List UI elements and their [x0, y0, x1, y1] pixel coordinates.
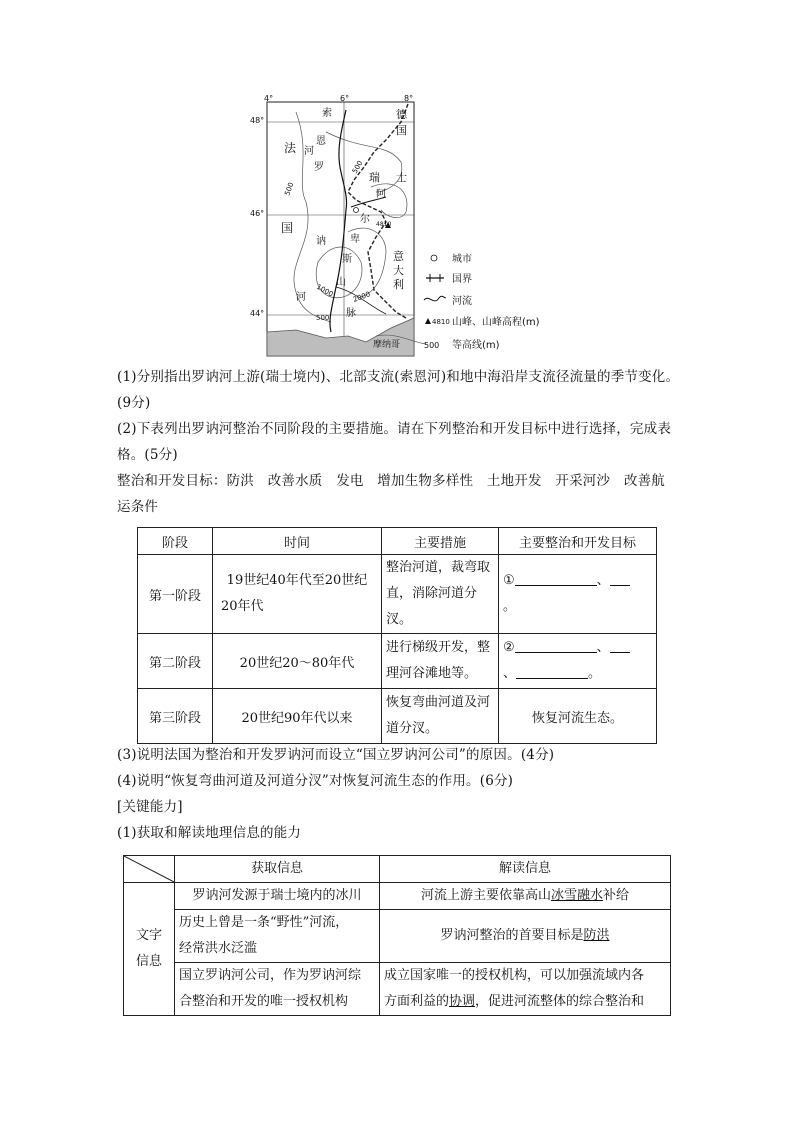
label-guo: 国: [281, 221, 294, 235]
stage-3: 第三阶段: [138, 689, 213, 744]
label-rui: 瑞: [369, 171, 380, 184]
label-shan: 山: [336, 277, 346, 288]
q1-line2: (9分): [117, 395, 151, 411]
measure-2: 进行梯级开发，整 理河谷滩地等。: [382, 634, 499, 689]
measure-3: 恢复弯曲河道及河 道分汊。: [382, 689, 499, 744]
rhone-basin-map: [236, 92, 556, 358]
label-suo: 索: [322, 108, 332, 119]
q1-line1: (1)分别指出罗讷河上游(瑞士境内)、北部支流(索恩河)和地中海沿岸支流径流量的季节变化。: [117, 369, 680, 385]
contour-label-500a: 500: [283, 181, 296, 197]
read-1: 河流上游主要依靠高山冰雪融水补给: [380, 883, 671, 910]
label-a: 阿: [376, 189, 386, 200]
contour-label-1000: 1000: [315, 282, 335, 299]
label-fa: 法: [284, 141, 297, 155]
label-mai: 脉: [346, 308, 356, 319]
info-table: [123, 855, 671, 1016]
legend-peak: 山峰、山峰高程(m): [452, 317, 540, 328]
time-2: 20世纪20～80年代: [213, 634, 382, 689]
measure-1: 整治河道，裁弯取 直，消除河道分汊。: [382, 555, 499, 634]
side-label: 文字 信息: [124, 883, 175, 1016]
city-marker: [354, 208, 359, 213]
label-bei: 卑: [350, 234, 360, 245]
header-stage: 阶段: [138, 528, 213, 555]
get-3: 国立罗讷河公司，作为罗讷河综 合整治和开发的唯一授权机构: [175, 963, 380, 1016]
label-he-south: 河: [296, 292, 306, 303]
stage-2: 第二阶段: [138, 634, 213, 689]
label-en: 恩: [316, 136, 326, 147]
table-row: [124, 883, 671, 910]
goals-line2: 运条件: [117, 499, 159, 515]
header-time: 时间: [213, 528, 382, 555]
goal-2[interactable]: ② 、 、 。: [499, 634, 657, 689]
map-svg: [236, 92, 556, 358]
ability-1: (1)获取和解读地理信息的能力: [117, 825, 302, 841]
contour-label-500c: 500: [316, 314, 330, 322]
label-monaco: 摩纳哥: [373, 340, 401, 350]
lat-48: 48°: [250, 116, 265, 125]
table-header-row: [124, 856, 671, 883]
header-get: 获取信息: [175, 856, 380, 883]
contour-label-2000: 2000: [351, 290, 372, 304]
q3: (3)说明法国为整治和开发罗讷河而设立“国立罗讷河公司”的原因。(4分): [117, 747, 555, 763]
table-row: [124, 963, 671, 1016]
legend-river: 河流: [452, 296, 472, 307]
lon-4: 4°: [264, 94, 274, 103]
question-3-4: [117, 742, 697, 846]
stages-table: [137, 527, 657, 744]
legend-peak-value: 4810: [432, 318, 450, 326]
label-ne: 讷: [316, 236, 326, 247]
legend-contour-value: 500: [424, 341, 440, 350]
label-luo: 罗: [314, 162, 324, 173]
lat-46: 46°: [250, 209, 265, 218]
table-row: [138, 634, 657, 689]
label-de: 德: [396, 108, 407, 121]
label-er: 尔: [360, 214, 370, 225]
time-3: 20世纪90年代以来: [213, 689, 382, 744]
q2-line2: 格。(5分): [117, 447, 178, 463]
table-row: [138, 689, 657, 744]
lon-6: 6°: [340, 94, 350, 103]
q4: (4)说明“恢复弯曲河道及河道分汊”对恢复河流生态的作用。(6分): [117, 773, 514, 789]
label-si: 斯: [342, 254, 352, 265]
goal-3: 恢复河流生态。: [499, 689, 657, 744]
diagonal-cell: [124, 856, 175, 883]
contour-label-peak: 4810: [376, 221, 392, 228]
contour-label-500b: 500: [350, 159, 365, 175]
q2-line1: (2)下表列出罗讷河整治不同阶段的主要措施。请在下列整治和开发目标中进行选择，完成表: [117, 421, 672, 437]
legend-river-icon: [424, 296, 446, 301]
legend-border: 国界: [452, 274, 472, 285]
table-row: [124, 910, 671, 963]
goals-line1: 整治和开发目标：防洪 改善水质 发电 增加生物多样性 土地开发 开采河沙 改善航: [117, 473, 665, 489]
time-1: 19世纪40年代至20世纪 20年代: [213, 555, 382, 634]
lon-8: 8°: [404, 94, 414, 103]
diagonal-line: [124, 856, 176, 883]
legend-city-icon: [431, 255, 437, 261]
header-measure: 主要措施: [382, 528, 499, 555]
label-li: 利: [393, 278, 404, 291]
lat-44: 44°: [250, 309, 265, 318]
goal-1[interactable]: ① 、 。: [499, 555, 657, 634]
header-goal: 主要整治和开发目标: [499, 528, 657, 555]
legend-peak-icon: [425, 318, 431, 324]
header-read: 解读信息: [380, 856, 671, 883]
legend-contour: 等高线(m): [452, 340, 500, 351]
label-shi: 士: [396, 171, 407, 184]
get-2: 历史上曾是一条“野性”河流， 经常洪水泛滥: [175, 910, 380, 963]
label-he-west: 河: [304, 146, 314, 157]
label-da: 大: [393, 264, 404, 277]
label-de-guo: 国: [396, 124, 407, 137]
stage-1: 第一阶段: [138, 555, 213, 634]
question-1: [117, 364, 697, 416]
table-row: [138, 555, 657, 634]
label-yi: 意: [393, 250, 404, 263]
question-2: [117, 416, 697, 520]
read-2: 罗讷河整治的首要目标是防洪: [380, 910, 671, 963]
get-1: 罗讷河发源于瑞士境内的冰川: [175, 883, 380, 910]
table-header-row: [138, 528, 657, 555]
legend-city: 城市: [452, 254, 472, 265]
key-ability: [关键能力]: [117, 799, 183, 815]
read-3: 成立国家唯一的授权机构，可以加强流域内各 方面利益的协调，促进河流整体的综合整治和: [380, 963, 671, 1016]
